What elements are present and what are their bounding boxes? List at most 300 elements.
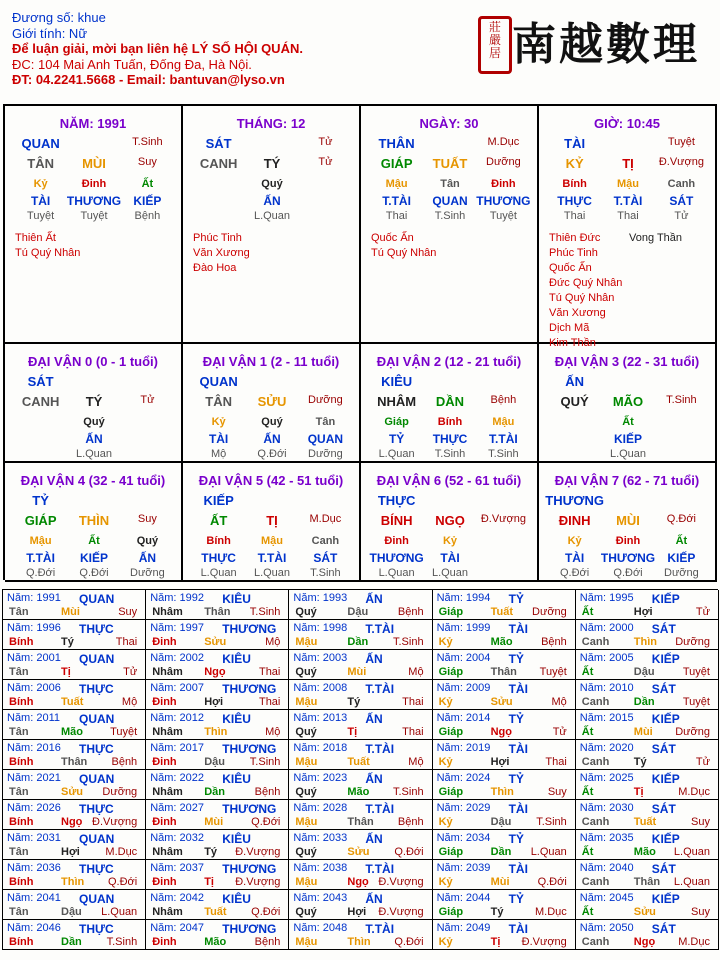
year-cell <box>576 860 719 890</box>
star-item: Phúc Tinh <box>549 247 598 259</box>
year-stage: T.Sinh <box>536 816 567 828</box>
year-branch: Sửu <box>347 846 370 858</box>
year-label: Năm: 2037 <box>150 862 204 874</box>
year-label: Năm: 2016 <box>7 742 61 754</box>
hidden-stem: Tân <box>440 178 460 190</box>
daivan-cell <box>5 344 183 463</box>
year-stem: Kỷ <box>438 936 453 948</box>
year-stem: Đinh <box>152 636 177 648</box>
hidden-god: QUAN <box>432 194 468 208</box>
hidden-stem: Mậu <box>492 416 515 428</box>
year-stage: Tử <box>123 666 138 678</box>
year-label: Năm: 2024 <box>436 772 491 784</box>
header-info <box>12 10 303 88</box>
hidden-god: THỰC <box>432 432 468 446</box>
year-stage: Suy <box>547 786 567 798</box>
year-cell <box>3 830 146 860</box>
stem-branch: TÂN <box>27 156 54 171</box>
year-stage: Dưỡng <box>675 726 710 738</box>
year-stage: Q.Đới <box>537 876 567 888</box>
pillar-cell <box>361 106 539 344</box>
year-cell <box>146 710 289 740</box>
year-branch: Dậu <box>61 906 82 918</box>
year-label: Năm: 2046 <box>7 922 61 934</box>
year-label: Năm: 2010 <box>579 682 634 694</box>
year-cell <box>146 620 289 650</box>
star-item: Văn Xương <box>549 307 606 319</box>
year-branch: Thân <box>61 756 88 768</box>
year-branch: Mùi <box>61 606 80 618</box>
cell-title: ĐẠI VẬN 5 (42 - 51 tuổi) <box>198 473 344 488</box>
year-branch: Sửu <box>633 906 656 918</box>
life-stage: Q.Đới <box>613 567 643 579</box>
year-cell <box>3 620 146 650</box>
hidden-stem: Kỷ <box>567 535 582 547</box>
life-stage: Tuyệt <box>80 210 108 222</box>
year-stem: Tân <box>9 786 29 798</box>
year-branch: Mùi <box>490 876 510 888</box>
hidden-stem: Ất <box>622 416 634 428</box>
year-stage: Dưỡng <box>532 606 567 618</box>
hidden-god: TÀI <box>564 551 585 565</box>
year-stage: Dưỡng <box>102 786 138 798</box>
year-ten-god: TÀI <box>508 922 528 936</box>
year-stage: Bệnh <box>254 936 281 948</box>
year-label: Năm: 2032 <box>150 832 204 844</box>
year-stem: Ất <box>581 846 594 858</box>
year-branch: Tuất <box>347 756 370 768</box>
year-label: Năm: 2026 <box>7 802 61 814</box>
year-stem: Ất <box>581 906 594 918</box>
year-branch: Ngọ <box>490 726 512 738</box>
year-ten-god: THỰC <box>79 622 114 636</box>
year-ten-god: THỰC <box>79 862 114 876</box>
hidden-god: KIẾP <box>613 432 642 446</box>
year-branch: Sửu <box>204 636 227 648</box>
stem-branch: TÝ <box>263 156 281 171</box>
star-item: Tú Quý Nhân <box>15 247 81 259</box>
cell-title: ĐẠI VẬN 1 (2 - 11 tuổi) <box>202 354 340 369</box>
year-ten-god: SÁT <box>651 862 676 876</box>
year-stage: L.Quan <box>673 876 710 888</box>
life-stage: T.Sinh <box>488 448 519 460</box>
year-stem: Canh <box>581 816 610 828</box>
year-branch: Thìn <box>347 936 371 948</box>
year-branch: Mão <box>61 726 83 738</box>
year-branch: Tý <box>61 636 74 648</box>
year-branch: Ngọ <box>633 936 656 948</box>
year-ten-god: ẤN <box>365 892 383 906</box>
stem-branch: T.Sinh <box>666 394 697 406</box>
year-stem: Tân <box>9 726 29 738</box>
year-cell <box>3 770 146 800</box>
year-stage: Dưỡng <box>675 636 710 648</box>
year-branch: Dần <box>347 636 369 648</box>
star-item: Phúc Tinh <box>193 232 242 244</box>
hidden-stem: Mậu <box>29 535 52 547</box>
hidden-stem: Giáp <box>384 416 409 428</box>
year-cell <box>146 890 289 920</box>
year-label: Năm: 2034 <box>436 832 491 844</box>
year-label: Năm: 2044 <box>436 892 491 904</box>
year-cell <box>576 710 719 740</box>
hidden-god: TÀI <box>440 551 460 565</box>
year-ten-god: T.TÀI <box>365 922 395 936</box>
cell-title: ĐẠI VẬN 4 (32 - 41 tuổi) <box>20 473 166 488</box>
year-stage: Q.Đới <box>394 846 424 858</box>
year-cell <box>146 650 289 680</box>
cell-title: ĐẠI VẬN 0 (0 - 1 tuổi) <box>27 354 158 369</box>
life-stage: Thai <box>617 210 639 222</box>
year-label: Năm: 2006 <box>7 682 61 694</box>
year-stem: Ất <box>581 666 594 678</box>
pillar-cell <box>5 106 183 344</box>
year-stage: T.Sinh <box>249 606 281 618</box>
cell-title: ĐẠI VẬN 2 (12 - 21 tuổi) <box>376 354 522 369</box>
stem-branch: KỶ <box>565 156 584 171</box>
year-label: Năm: 2033 <box>293 832 348 844</box>
year-stem: Mậu <box>295 636 318 648</box>
year-stem: Canh <box>581 936 610 948</box>
brand-title: 南越數理 <box>512 19 700 70</box>
stem-branch: Suy <box>137 156 157 168</box>
year-label: Năm: 2028 <box>293 802 348 814</box>
year-cell <box>289 890 432 920</box>
year-cell <box>289 650 432 680</box>
stem-branch: Tử <box>318 156 333 168</box>
star-item: Thiên Đức <box>549 232 601 244</box>
star-item: Đức Quý Nhân <box>549 277 623 289</box>
year-branch: Dần <box>204 786 225 798</box>
star-item: Tú Quý Nhân <box>549 292 615 304</box>
year-stage: Đ.Vượng <box>378 876 424 888</box>
year-ten-god: QUAN <box>79 832 115 846</box>
year-label: Năm: 2008 <box>293 682 348 694</box>
year-stem: Quý <box>295 606 317 618</box>
hidden-stem: Ất <box>675 535 688 547</box>
star-item: Dịch Mã <box>549 322 590 334</box>
stem-branch: NGỌ <box>435 513 465 528</box>
year-label: Năm: 2036 <box>7 862 61 874</box>
year-stem: Đinh <box>152 936 177 948</box>
year-branch: Thìn <box>633 636 658 648</box>
year-ten-god: T.TÀI <box>365 862 395 876</box>
year-label: Năm: 1999 <box>436 622 491 634</box>
star-list-2 <box>629 231 682 246</box>
ten-god: SÁT <box>205 136 232 151</box>
year-ten-god: T.TÀI <box>365 622 395 636</box>
year-cell <box>433 920 576 950</box>
year-ten-god: ẤN <box>365 712 383 726</box>
stem-branch: Suy <box>137 513 157 525</box>
pillar-chart <box>3 104 717 580</box>
year-ten-god: THƯƠNG <box>222 682 277 696</box>
year-stem: Đinh <box>152 816 177 828</box>
stem-branch: CANH <box>199 156 238 171</box>
hidden-god: ẤN <box>263 194 281 208</box>
hidden-god: ẤN <box>263 432 281 446</box>
year-branch: Thìn <box>204 726 228 738</box>
year-stage: L.Quan <box>101 906 138 918</box>
year-stem: Nhâm <box>152 906 183 918</box>
year-stem: Bính <box>9 756 34 768</box>
hidden-stem: Đinh <box>81 178 107 190</box>
year-label: Năm: 2030 <box>579 802 634 814</box>
year-label: Năm: 2035 <box>579 832 634 844</box>
year-ten-god: T.TÀI <box>365 802 395 816</box>
year-stage: Thai <box>115 636 138 648</box>
year-stem: Kỷ <box>438 876 453 888</box>
year-label: Năm: 2018 <box>293 742 348 754</box>
cell-title: NĂM: 1991 <box>59 116 127 131</box>
year-label: Năm: 2000 <box>579 622 634 634</box>
year-cell <box>146 800 289 830</box>
year-ten-god: TỶ <box>508 652 524 666</box>
year-cell <box>433 680 576 710</box>
hidden-stem: Ất <box>141 178 154 190</box>
brand-logo <box>478 8 708 80</box>
stem-branch: MÙI <box>82 156 106 171</box>
year-ten-god: THƯƠNG <box>222 802 277 816</box>
hidden-stem: Bính <box>206 535 231 547</box>
year-ten-god: KIẾP <box>651 892 680 906</box>
hidden-stem: Quý <box>261 178 283 190</box>
year-stage: Mộ <box>265 726 281 738</box>
year-branch: Thân <box>633 876 661 888</box>
year-label: Năm: 2031 <box>7 832 61 844</box>
stem-branch: TÝ <box>85 394 103 409</box>
year-label: Năm: 2039 <box>436 862 491 874</box>
stem-branch: Bệnh <box>490 394 517 406</box>
stem-branch: DẦN <box>435 394 465 409</box>
hidden-god: T.TÀI <box>489 432 518 446</box>
year-branch: Tị <box>633 786 644 798</box>
stem-branch: THÌN <box>78 513 110 528</box>
year-label: Năm: 1997 <box>150 622 204 634</box>
daivan-cell <box>361 463 539 582</box>
ten-god: Tuyệt <box>667 136 695 148</box>
year-cell <box>576 800 719 830</box>
year-stage: Bệnh <box>397 816 424 828</box>
year-ten-god: TÀI <box>508 802 528 816</box>
year-cell <box>576 770 719 800</box>
year-label: Năm: 1993 <box>293 592 348 604</box>
year-label: Năm: 2017 <box>150 742 204 754</box>
stem-branch: SỬU <box>257 394 287 409</box>
year-ten-god: T.TÀI <box>365 682 395 696</box>
year-ten-god: THỰC <box>79 922 114 936</box>
hidden-stem: Quý <box>136 535 159 547</box>
year-label: Năm: 2049 <box>436 922 491 934</box>
life-stage: T.Sinh <box>434 448 466 460</box>
year-ten-god: TỶ <box>508 712 524 726</box>
year-cell <box>289 800 432 830</box>
hidden-god: TÀI <box>208 432 229 446</box>
year-ten-god: KIẾP <box>651 832 680 846</box>
ten-god: TỶ <box>32 493 49 508</box>
hidden-stem: Quý <box>261 416 283 428</box>
hidden-stem: Đinh <box>491 178 516 190</box>
year-label: Năm: 2001 <box>7 652 61 664</box>
year-stage: Tuyệt <box>539 666 567 678</box>
cell-title: ĐẠI VẬN 3 (22 - 31 tuổi) <box>554 354 700 369</box>
star-item: Quốc Ấn <box>371 232 414 244</box>
life-stage: L.Quan <box>378 448 415 460</box>
hidden-stem: Kỷ <box>211 416 226 428</box>
hidden-god: THƯƠNG <box>66 194 122 208</box>
ten-god: SÁT <box>27 374 54 389</box>
year-stage: Mộ <box>551 696 567 708</box>
year-label: Năm: 2045 <box>579 892 634 904</box>
cell-title: ĐẠI VẬN 6 (52 - 61 tuổi) <box>376 473 522 488</box>
stem-branch: Dưỡng <box>486 156 521 168</box>
stem-branch: Đ.Vượng <box>480 513 526 525</box>
life-stage: Q.Đới <box>257 448 287 460</box>
year-branch: Tuất <box>61 696 84 708</box>
year-branch: Tuất <box>490 606 513 618</box>
year-cell <box>576 590 719 620</box>
year-label: Năm: 2014 <box>436 712 491 724</box>
year-stem: Bính <box>9 816 34 828</box>
stem-branch: TUẤT <box>432 156 468 171</box>
year-label: Năm: 2048 <box>293 922 348 934</box>
year-cell <box>289 740 432 770</box>
year-cell <box>576 830 719 860</box>
year-ten-god: KIÊU <box>222 592 251 606</box>
year-branch: Dần <box>490 846 512 858</box>
ten-god: M.Dục <box>487 136 520 148</box>
year-cell <box>289 710 432 740</box>
stem-branch: Q.Đới <box>666 513 696 525</box>
year-stage: L.Quan <box>530 846 567 858</box>
life-stage: Q.Đới <box>26 567 56 579</box>
stem-branch: MÙI <box>616 513 640 528</box>
year-stem: Bính <box>9 636 34 648</box>
year-cell <box>3 590 146 620</box>
year-stage: M.Dục <box>678 786 710 798</box>
stem-branch: ĐINH <box>558 513 591 528</box>
year-stem: Giáp <box>438 786 464 798</box>
year-branch: Thân <box>347 816 374 828</box>
seal-stamp: 莊 嚴 居 <box>478 16 512 74</box>
stem-branch: NHÂM <box>377 394 417 409</box>
year-label: Năm: 2038 <box>293 862 348 874</box>
stem-branch: Dưỡng <box>308 394 343 406</box>
year-label: Năm: 1992 <box>150 592 204 604</box>
year-stem: Mậu <box>295 696 318 708</box>
year-cell <box>576 680 719 710</box>
year-stage: Suy <box>691 906 710 918</box>
year-stem: Mậu <box>295 816 318 828</box>
year-cell <box>3 740 146 770</box>
life-stage: Bệnh <box>134 210 161 222</box>
year-cell <box>576 620 719 650</box>
year-cell <box>433 800 576 830</box>
life-stage: L.Quan <box>431 567 469 579</box>
year-branch: Hợi <box>61 846 80 858</box>
year-branch: Tị <box>204 876 214 888</box>
year-stem: Nhâm <box>152 726 183 738</box>
year-ten-god: SÁT <box>651 682 676 696</box>
year-stem: Mậu <box>295 756 318 768</box>
year-stem: Tân <box>9 906 29 918</box>
year-ten-god: KIẾP <box>651 592 680 606</box>
stem-branch: Tử <box>140 394 155 406</box>
year-ten-god: QUAN <box>79 712 115 726</box>
hidden-god: THỰC <box>201 551 236 565</box>
year-stage: Mộ <box>408 756 424 768</box>
year-ten-god: THỰC <box>79 742 114 756</box>
life-stage: T.Sinh <box>434 210 466 222</box>
year-cell <box>289 860 432 890</box>
year-ten-god: THỰC <box>79 682 114 696</box>
year-ten-god: KIẾP <box>651 712 680 726</box>
daivan-cell <box>539 463 717 582</box>
year-cell <box>433 740 576 770</box>
hidden-god: QUAN <box>307 432 344 446</box>
hidden-stem: Mậu <box>261 535 283 547</box>
year-label: Năm: 2029 <box>436 802 491 814</box>
year-branch: Tuất <box>633 816 657 828</box>
year-label: Năm: 2015 <box>579 712 634 724</box>
year-ten-god: QUAN <box>79 592 115 606</box>
year-label: Năm: 1994 <box>436 592 491 604</box>
year-stage: Đ.Vượng <box>521 936 567 948</box>
ten-god: Tử <box>318 136 333 148</box>
address-line: ĐC: 104 Mai Anh Tuấn, Đống Đa, Hà Nội. <box>12 56 252 72</box>
life-stage: Dưỡng <box>130 567 165 579</box>
stem-branch: BÍNH <box>380 513 413 528</box>
hidden-stem: Đinh <box>615 535 641 547</box>
star-item: Văn Xương <box>193 247 250 259</box>
year-cell <box>146 680 289 710</box>
hidden-stem: Kỷ <box>33 178 48 190</box>
ten-god: QUAN <box>21 136 60 151</box>
hidden-god: THƯƠNG <box>600 551 656 565</box>
year-branch: Tý <box>490 906 504 918</box>
year-stage: Bệnh <box>111 756 138 768</box>
year-label: Năm: 2011 <box>7 712 60 724</box>
year-stem: Giáp <box>438 726 464 738</box>
year-ten-god: TÀI <box>508 862 528 876</box>
ten-god: ẤN <box>565 374 584 389</box>
life-stage: T.Sinh <box>310 567 341 579</box>
year-branch: Mão <box>347 786 370 798</box>
daivan-cell <box>5 463 183 582</box>
hidden-stem: Quý <box>83 416 105 428</box>
year-stage: Q.Đới <box>251 816 281 828</box>
year-cell <box>433 830 576 860</box>
year-cell <box>3 920 146 950</box>
hidden-god: SÁT <box>669 194 694 208</box>
year-label: Năm: 2047 <box>150 922 204 934</box>
year-stage: Thai <box>402 726 424 738</box>
year-cell <box>289 680 432 710</box>
year-stage: Bệnh <box>541 636 567 648</box>
year-stage: Q.Đới <box>394 936 424 948</box>
year-cell <box>289 830 432 860</box>
year-label: Năm: 2043 <box>293 892 348 904</box>
year-label: Năm: 1995 <box>579 592 634 604</box>
year-branch: Hợi <box>347 906 367 918</box>
year-branch: Thìn <box>61 876 85 888</box>
life-stage: Thai <box>385 210 408 222</box>
year-cell <box>3 800 146 830</box>
year-branch: Hợi <box>490 756 510 768</box>
year-cell <box>146 740 289 770</box>
year-stem: Canh <box>581 756 610 768</box>
year-cell <box>3 680 146 710</box>
